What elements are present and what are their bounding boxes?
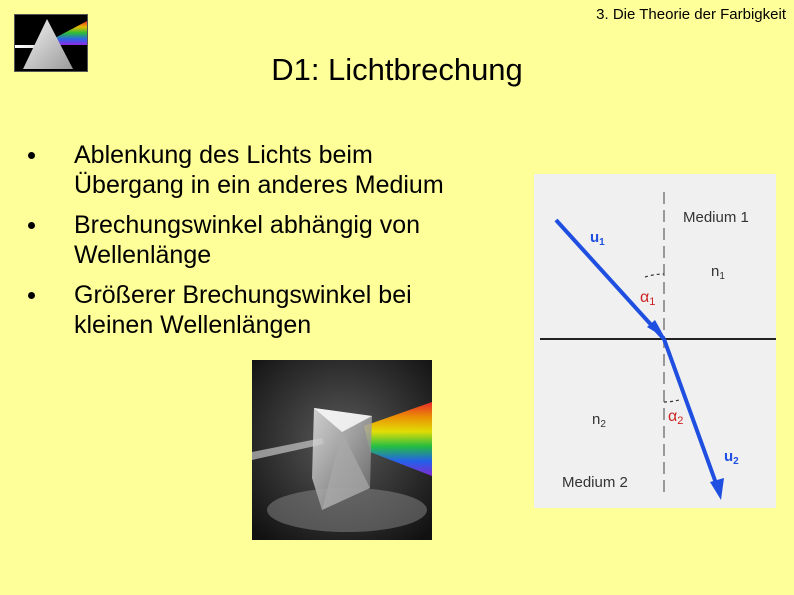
bullet-line: kleinen Wellenlängen (74, 311, 312, 339)
alpha1-label: α1 (640, 289, 656, 308)
slide-title: D1: Lichtbrechung (271, 52, 523, 87)
bullet-line: Wellenlänge (74, 241, 212, 269)
bullet-dot-icon (28, 222, 35, 229)
bullet-item (28, 280, 508, 340)
n1-label: $n_1$ (711, 263, 725, 282)
refraction-diagram (534, 174, 776, 508)
n2-label: $n_2$ (592, 411, 606, 430)
bullet-item (28, 210, 508, 270)
bullet-line: Übergang in ein anderes Medium (74, 171, 444, 199)
bullet-dot-icon (28, 292, 35, 299)
medium1-label: Medium 1 (683, 209, 749, 226)
bullet-line: Brechungswinkel abhängig von (74, 211, 421, 239)
prism-photo (252, 360, 432, 540)
bullet-item (28, 140, 508, 200)
bullet-dot-icon (28, 152, 35, 159)
slide-header: 3. Die Theorie der Farbigkeit (596, 6, 786, 23)
bullet-line: Ablenkung des Lichts beim (74, 141, 373, 169)
bullet-list (28, 140, 508, 350)
u1-label: $u_1$ (590, 229, 605, 248)
alpha2-label: α2 (668, 408, 684, 427)
medium2-label: Medium 2 (562, 474, 628, 491)
bullet-line: Größerer Brechungswinkel bei (74, 281, 412, 309)
u2-label: $u_2$ (724, 448, 739, 467)
